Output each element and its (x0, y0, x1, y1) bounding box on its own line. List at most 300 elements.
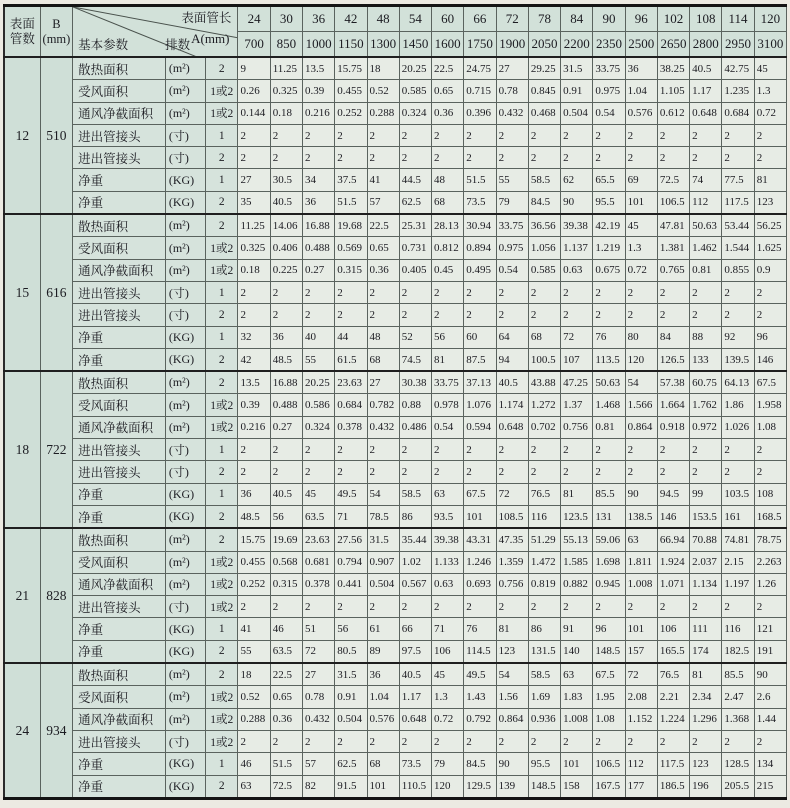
value-cell: 15.75 (335, 57, 367, 80)
row-label-cell: 净重 (73, 753, 166, 775)
value-cell: 2 (657, 304, 689, 326)
value-cell: 2 (302, 304, 334, 326)
value-cell: 0.36 (432, 102, 464, 124)
value-cell: 0.975 (593, 80, 625, 102)
value-cell: 37.5 (335, 169, 367, 191)
value-cell: 47.25 (561, 371, 593, 394)
value-cell: 55 (302, 348, 334, 371)
value-cell: 0.648 (496, 416, 528, 438)
value-cell: 106.5 (593, 753, 625, 775)
value-cell: 72 (561, 326, 593, 348)
row-rank-cell: 1 (206, 753, 238, 775)
value-cell: 0.378 (335, 416, 367, 438)
value-cell: 1.026 (722, 416, 754, 438)
value-cell: 62.5 (399, 191, 431, 214)
value-cell: 0.504 (335, 708, 367, 730)
value-cell: 2 (367, 730, 399, 752)
value-cell: 48 (367, 326, 399, 348)
row-rank-cell: 1 (206, 439, 238, 461)
value-cell: 1.69 (528, 686, 560, 708)
row-rank-cell: 1或2 (206, 596, 238, 618)
value-cell: 90 (754, 663, 786, 686)
value-cell: 82 (302, 775, 334, 799)
value-cell: 0.585 (528, 259, 560, 281)
value-cell: 1.585 (561, 551, 593, 573)
value-cell: 110.5 (399, 775, 431, 799)
value-cell: 0.819 (528, 573, 560, 595)
value-cell: 1.076 (464, 394, 496, 416)
value-cell: 106 (657, 618, 689, 640)
value-cell: 126.5 (657, 348, 689, 371)
value-cell: 68 (528, 326, 560, 348)
row-label-cell: 净重 (73, 618, 166, 640)
row-unit-cell: (KG) (165, 775, 205, 799)
value-cell: 128.5 (722, 753, 754, 775)
tube-count-cell: 15 (4, 214, 40, 371)
value-cell: 116 (722, 618, 754, 640)
value-cell: 48 (432, 169, 464, 191)
value-cell: 2 (302, 461, 334, 483)
value-cell: 0.9 (754, 259, 786, 281)
table-row (4, 304, 787, 326)
value-cell: 13.5 (238, 371, 270, 394)
value-cell: 1.381 (657, 237, 689, 259)
value-cell: 1.86 (722, 394, 754, 416)
value-cell: 2 (561, 124, 593, 146)
value-cell: 40.5 (496, 371, 528, 394)
value-cell: 0.648 (399, 708, 431, 730)
row-rank-cell: 2 (206, 147, 238, 169)
value-cell: 1.02 (399, 551, 431, 573)
row-unit-cell: (m²) (165, 57, 205, 80)
value-cell: 139 (496, 775, 528, 799)
row-unit-cell: (寸) (165, 596, 205, 618)
value-cell: 0.794 (335, 551, 367, 573)
value-cell: 67.5 (464, 483, 496, 505)
value-cell: 51.5 (464, 169, 496, 191)
row-unit-cell: (m²) (165, 102, 205, 124)
value-cell: 0.81 (593, 416, 625, 438)
value-cell: 36 (270, 326, 302, 348)
value-cell: 2 (657, 147, 689, 169)
value-cell: 0.441 (335, 573, 367, 595)
value-cell: 63 (432, 483, 464, 505)
value-cell: 2 (270, 147, 302, 169)
value-cell: 0.315 (335, 259, 367, 281)
value-cell: 11.25 (270, 57, 302, 80)
row-unit-cell: (寸) (165, 439, 205, 461)
value-cell: 72 (496, 483, 528, 505)
value-cell: 24.75 (464, 57, 496, 80)
col-header-a-mm: 1600 (432, 32, 464, 58)
value-cell: 2 (593, 124, 625, 146)
value-cell: 106 (432, 640, 464, 663)
value-cell: 0.882 (561, 573, 593, 595)
value-cell: 2 (302, 124, 334, 146)
value-cell: 50.63 (690, 214, 722, 237)
value-cell: 46 (238, 753, 270, 775)
value-cell: 1.664 (657, 394, 689, 416)
tube-count-cell: 24 (4, 663, 40, 798)
value-cell: 54 (625, 371, 657, 394)
value-cell: 0.91 (335, 686, 367, 708)
col-header-length: 42 (335, 6, 367, 32)
value-cell: 96 (754, 326, 786, 348)
value-cell: 66.94 (657, 528, 689, 551)
value-cell: 2 (238, 461, 270, 483)
value-cell: 2 (722, 124, 754, 146)
row-unit-cell: (KG) (165, 191, 205, 214)
value-cell: 101 (367, 775, 399, 799)
value-cell: 182.5 (722, 640, 754, 663)
value-cell: 2 (754, 124, 786, 146)
col-header-a-mm: 2050 (528, 32, 560, 58)
value-cell: 2 (238, 439, 270, 461)
col-header-a-mm: 3100 (754, 32, 786, 58)
value-cell: 0.845 (528, 80, 560, 102)
value-cell: 0.54 (432, 416, 464, 438)
row-unit-cell: (KG) (165, 169, 205, 191)
value-cell: 2 (464, 281, 496, 303)
value-cell: 47.81 (657, 214, 689, 237)
value-cell: 36 (367, 663, 399, 686)
value-cell: 85.5 (722, 663, 754, 686)
value-cell: 2 (625, 596, 657, 618)
table-row (4, 573, 787, 595)
value-cell: 2 (496, 147, 528, 169)
row-label-cell: 进出管接头 (73, 596, 166, 618)
value-cell: 0.855 (722, 259, 754, 281)
row-label-cell: 通风净截面积 (73, 102, 166, 124)
value-cell: 2 (528, 730, 560, 752)
col-header-a-mm: 2650 (657, 32, 689, 58)
value-cell: 2 (625, 439, 657, 461)
value-cell: 16.88 (270, 371, 302, 394)
value-cell: 62.5 (335, 753, 367, 775)
row-unit-cell: (KG) (165, 753, 205, 775)
row-rank-cell: 2 (206, 304, 238, 326)
value-cell: 40 (302, 326, 334, 348)
b-value-cell: 616 (40, 214, 72, 371)
value-cell: 61 (367, 618, 399, 640)
value-cell: 72.5 (270, 775, 302, 799)
row-label-cell: 净重 (73, 348, 166, 371)
value-cell: 0.585 (399, 80, 431, 102)
value-cell: 0.495 (464, 259, 496, 281)
value-cell: 2 (238, 147, 270, 169)
value-cell: 49.5 (464, 663, 496, 686)
value-cell: 42.19 (593, 214, 625, 237)
value-cell: 2 (399, 730, 431, 752)
value-cell: 0.568 (270, 551, 302, 573)
value-cell: 0.648 (690, 102, 722, 124)
value-cell: 140 (561, 640, 593, 663)
header-b-mm (40, 6, 72, 58)
value-cell: 0.315 (270, 573, 302, 595)
row-label-cell: 通风净截面积 (73, 259, 166, 281)
row-label-cell: 通风净截面积 (73, 573, 166, 595)
value-cell: 2 (722, 439, 754, 461)
value-cell: 2 (496, 124, 528, 146)
value-cell: 69 (625, 169, 657, 191)
value-cell: 2 (302, 439, 334, 461)
value-cell: 0.378 (302, 573, 334, 595)
value-cell: 108 (754, 483, 786, 505)
value-cell: 81 (432, 348, 464, 371)
value-cell: 0.681 (302, 551, 334, 573)
value-cell: 0.569 (335, 237, 367, 259)
value-cell: 131.5 (528, 640, 560, 663)
value-cell: 2 (367, 461, 399, 483)
value-cell: 2 (399, 147, 431, 169)
value-cell: 1.958 (754, 394, 786, 416)
value-cell: 112 (625, 753, 657, 775)
value-cell: 0.504 (367, 573, 399, 595)
value-cell: 63 (625, 528, 657, 551)
value-cell: 90 (625, 483, 657, 505)
value-cell: 1.811 (625, 551, 657, 573)
value-cell: 129.5 (464, 775, 496, 799)
row-rank-cell: 1 (206, 169, 238, 191)
value-cell: 0.63 (432, 573, 464, 595)
value-cell: 0.52 (367, 80, 399, 102)
value-cell: 1.468 (593, 394, 625, 416)
value-cell: 1.3 (432, 686, 464, 708)
row-unit-cell: (m²) (165, 528, 205, 551)
value-cell: 0.324 (302, 416, 334, 438)
row-unit-cell: (KG) (165, 618, 205, 640)
table-row (4, 708, 787, 730)
value-cell: 1.08 (754, 416, 786, 438)
col-header-a-mm: 2800 (690, 32, 722, 58)
value-cell: 2 (464, 596, 496, 618)
value-cell: 146 (754, 348, 786, 371)
value-cell: 74 (690, 169, 722, 191)
value-cell: 45 (625, 214, 657, 237)
table-row (4, 169, 787, 191)
value-cell: 52 (399, 326, 431, 348)
value-cell: 2 (690, 461, 722, 483)
value-cell: 114.5 (464, 640, 496, 663)
value-cell: 1.924 (657, 551, 689, 573)
value-cell: 186.5 (657, 775, 689, 799)
value-cell: 71 (432, 618, 464, 640)
value-cell: 2 (270, 730, 302, 752)
row-label-cell: 进出管接头 (73, 147, 166, 169)
value-cell: 133 (690, 348, 722, 371)
col-header-a-mm: 2950 (722, 32, 754, 58)
value-cell: 120 (432, 775, 464, 799)
value-cell: 2.08 (625, 686, 657, 708)
value-cell: 103.5 (722, 483, 754, 505)
value-cell: 0.78 (496, 80, 528, 102)
value-cell: 81 (754, 169, 786, 191)
value-cell: 2 (754, 304, 786, 326)
row-unit-cell: (KG) (165, 348, 205, 371)
value-cell: 30.38 (399, 371, 431, 394)
value-cell: 2 (335, 124, 367, 146)
table-row (4, 57, 787, 80)
value-cell: 0.488 (302, 237, 334, 259)
value-cell: 2 (561, 730, 593, 752)
row-rank-cell: 1或2 (206, 80, 238, 102)
value-cell: 2 (367, 124, 399, 146)
value-cell: 72 (625, 663, 657, 686)
value-cell: 2 (302, 147, 334, 169)
row-unit-cell: (寸) (165, 304, 205, 326)
col-header-length: 72 (496, 6, 528, 32)
value-cell: 2 (238, 304, 270, 326)
table-row (4, 394, 787, 416)
value-cell: 0.325 (238, 237, 270, 259)
row-unit-cell: (m²) (165, 663, 205, 686)
value-cell: 2 (625, 147, 657, 169)
value-cell: 0.72 (754, 102, 786, 124)
row-label-cell: 散热面积 (73, 57, 166, 80)
value-cell: 0.693 (464, 573, 496, 595)
value-cell: 2 (432, 596, 464, 618)
value-cell: 2 (657, 439, 689, 461)
col-header-a-mm: 1300 (367, 32, 399, 58)
value-cell: 2 (367, 147, 399, 169)
value-cell: 0.792 (464, 708, 496, 730)
row-unit-cell: (KG) (165, 483, 205, 505)
value-cell: 168.5 (754, 505, 786, 528)
value-cell: 0.54 (496, 259, 528, 281)
value-cell: 2 (754, 147, 786, 169)
value-cell: 94 (496, 348, 528, 371)
col-header-length: 36 (302, 6, 334, 32)
value-cell: 55 (238, 640, 270, 663)
value-cell: 2 (496, 730, 528, 752)
value-cell: 37.13 (464, 371, 496, 394)
value-cell: 84.5 (464, 753, 496, 775)
value-cell: 2 (593, 439, 625, 461)
value-cell: 177 (625, 775, 657, 799)
value-cell: 2 (528, 461, 560, 483)
value-cell: 2 (464, 124, 496, 146)
value-cell: 81 (496, 618, 528, 640)
value-cell: 39.38 (432, 528, 464, 551)
table-row (4, 326, 787, 348)
row-label-cell: 进出管接头 (73, 439, 166, 461)
value-cell: 73.5 (464, 191, 496, 214)
value-cell: 2 (754, 461, 786, 483)
value-cell: 0.765 (657, 259, 689, 281)
value-cell: 0.864 (496, 708, 528, 730)
b-value-cell: 934 (40, 663, 72, 798)
value-cell: 2 (625, 281, 657, 303)
value-cell: 2 (302, 281, 334, 303)
value-cell: 1.197 (722, 573, 754, 595)
value-cell: 57 (367, 191, 399, 214)
value-cell: 2 (335, 730, 367, 752)
value-cell: 45 (432, 663, 464, 686)
value-cell: 0.72 (625, 259, 657, 281)
value-cell: 2 (722, 304, 754, 326)
row-label-cell: 受风面积 (73, 551, 166, 573)
col-header-length: 96 (625, 6, 657, 32)
value-cell: 2 (722, 461, 754, 483)
col-header-a-mm: 1900 (496, 32, 528, 58)
value-cell: 96 (593, 618, 625, 640)
row-rank-cell: 1 (206, 618, 238, 640)
row-label-cell: 进出管接头 (73, 124, 166, 146)
value-cell: 117.5 (722, 191, 754, 214)
value-cell: 0.975 (496, 237, 528, 259)
value-cell: 2 (432, 304, 464, 326)
row-unit-cell: (m²) (165, 686, 205, 708)
value-cell: 101 (625, 618, 657, 640)
row-label-cell: 散热面积 (73, 528, 166, 551)
value-cell: 1.296 (690, 708, 722, 730)
value-cell: 0.91 (561, 80, 593, 102)
row-label-cell: 进出管接头 (73, 281, 166, 303)
row-rank-cell: 2 (206, 191, 238, 214)
table-row (4, 259, 787, 281)
value-cell: 40.5 (270, 191, 302, 214)
value-cell: 0.325 (270, 80, 302, 102)
value-cell: 64 (496, 326, 528, 348)
value-cell: 0.576 (367, 708, 399, 730)
value-cell: 191 (754, 640, 786, 663)
value-cell: 148.5 (593, 640, 625, 663)
value-cell: 38.25 (657, 57, 689, 80)
table-row (4, 147, 787, 169)
value-cell: 0.684 (722, 102, 754, 124)
value-cell: 165.5 (657, 640, 689, 663)
value-cell: 0.52 (238, 686, 270, 708)
value-cell: 2 (754, 730, 786, 752)
value-cell: 2 (496, 439, 528, 461)
value-cell: 56 (270, 505, 302, 528)
value-cell: 84.5 (528, 191, 560, 214)
value-cell: 2 (464, 304, 496, 326)
corner-tube-length-label: 表面管长 (181, 11, 232, 25)
value-cell: 1.56 (496, 686, 528, 708)
value-cell: 2 (690, 730, 722, 752)
value-cell: 99 (690, 483, 722, 505)
row-unit-cell: (KG) (165, 640, 205, 663)
row-unit-cell: (寸) (165, 730, 205, 752)
table-row (4, 439, 787, 461)
col-header-length: 114 (722, 6, 754, 32)
value-cell: 79 (496, 191, 528, 214)
value-cell: 0.324 (399, 102, 431, 124)
value-cell: 161 (722, 505, 754, 528)
value-cell: 1.3 (625, 237, 657, 259)
value-cell: 2 (335, 596, 367, 618)
value-cell: 2 (270, 304, 302, 326)
value-cell: 40.5 (399, 663, 431, 686)
value-cell: 1.04 (367, 686, 399, 708)
value-cell: 2 (464, 439, 496, 461)
value-cell: 0.39 (238, 394, 270, 416)
table-row (4, 371, 787, 394)
value-cell: 36.56 (528, 214, 560, 237)
value-cell: 77.5 (722, 169, 754, 191)
value-cell: 2 (561, 439, 593, 461)
value-cell: 36 (238, 483, 270, 505)
row-rank-cell: 1或2 (206, 237, 238, 259)
value-cell: 23.63 (302, 528, 334, 551)
value-cell: 2 (464, 147, 496, 169)
row-rank-cell: 1或2 (206, 394, 238, 416)
b-value-cell: 722 (40, 371, 72, 528)
value-cell: 51.5 (270, 753, 302, 775)
value-cell: 19.69 (270, 528, 302, 551)
value-cell: 54 (367, 483, 399, 505)
